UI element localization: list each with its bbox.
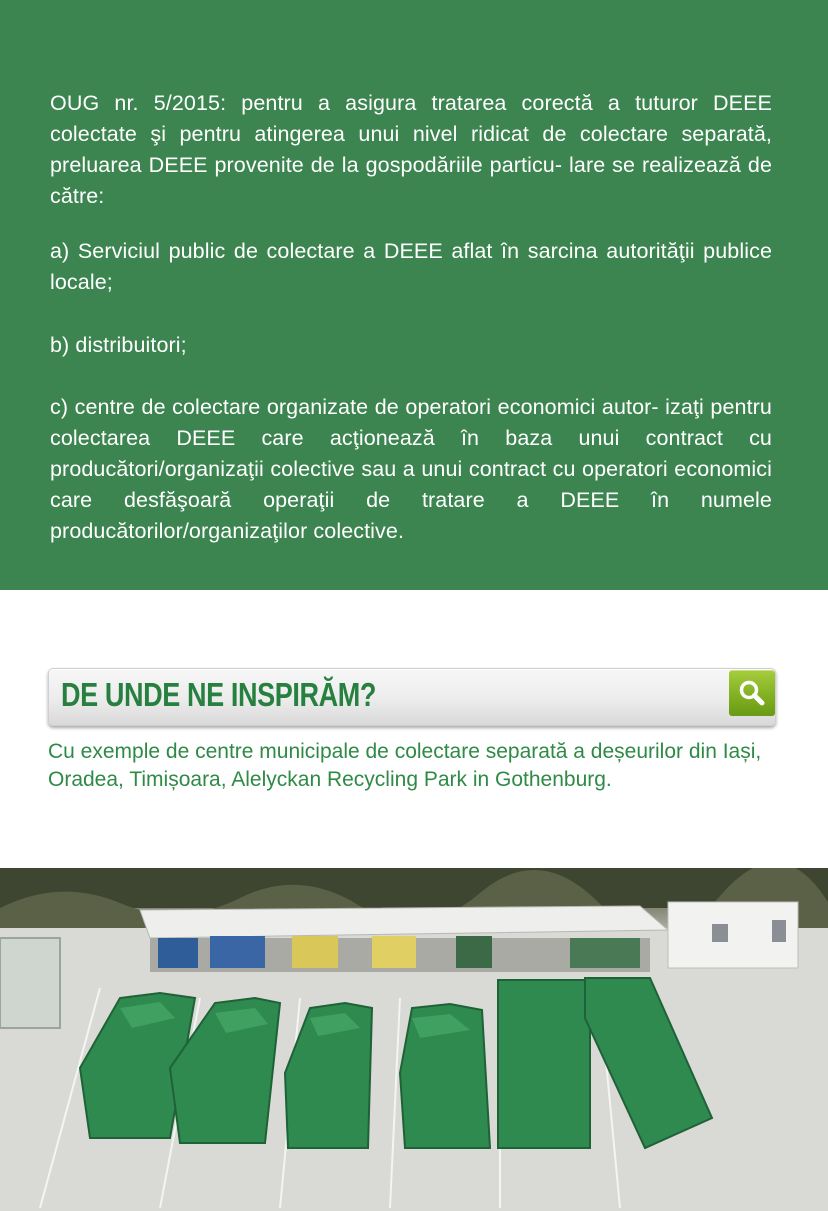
- paragraph-b: b) distribuitori;: [50, 333, 187, 357]
- paragraph-a: a) Serviciul public de colectare a DEEE aflat în sarcina autorităţii publice locale;: [50, 239, 772, 294]
- section-title: DE UNDE NE INSPIRĂM?: [61, 676, 377, 713]
- search-bar-banner: [48, 668, 776, 726]
- magnifier-icon: [737, 678, 767, 708]
- paragraph-intro: OUG nr. 5/2015: pentru a asigura tratarea corectă a tuturor DEEE colectate şi pentru atingerea unui nivel ridicat de colectare separată, preluarea DEEE provenite de la gospodăriile particu- lare se realizează de către:: [50, 91, 772, 208]
- recycling-center-photo: [0, 868, 828, 1211]
- info-panel: [0, 0, 828, 590]
- paragraph-c: c) centre de colectare organizate de operatori economici autor- izaţi pentru colectarea DEEE care acţionează în baza unui contract cu producători/organizaţii colective sau a unui contract cu operatori economici care desfăşoară operaţii de tratare a DEEE în numele producătorilor/organizaţilor colective.: [50, 395, 772, 543]
- section-subtitle: Cu exemple de centre municipale de colectare separată a deșeurilor din Iași, Oradea, Timișoara, Alelyckan Recycling Park in Gothenburg.: [48, 740, 762, 791]
- search-button[interactable]: [729, 670, 775, 716]
